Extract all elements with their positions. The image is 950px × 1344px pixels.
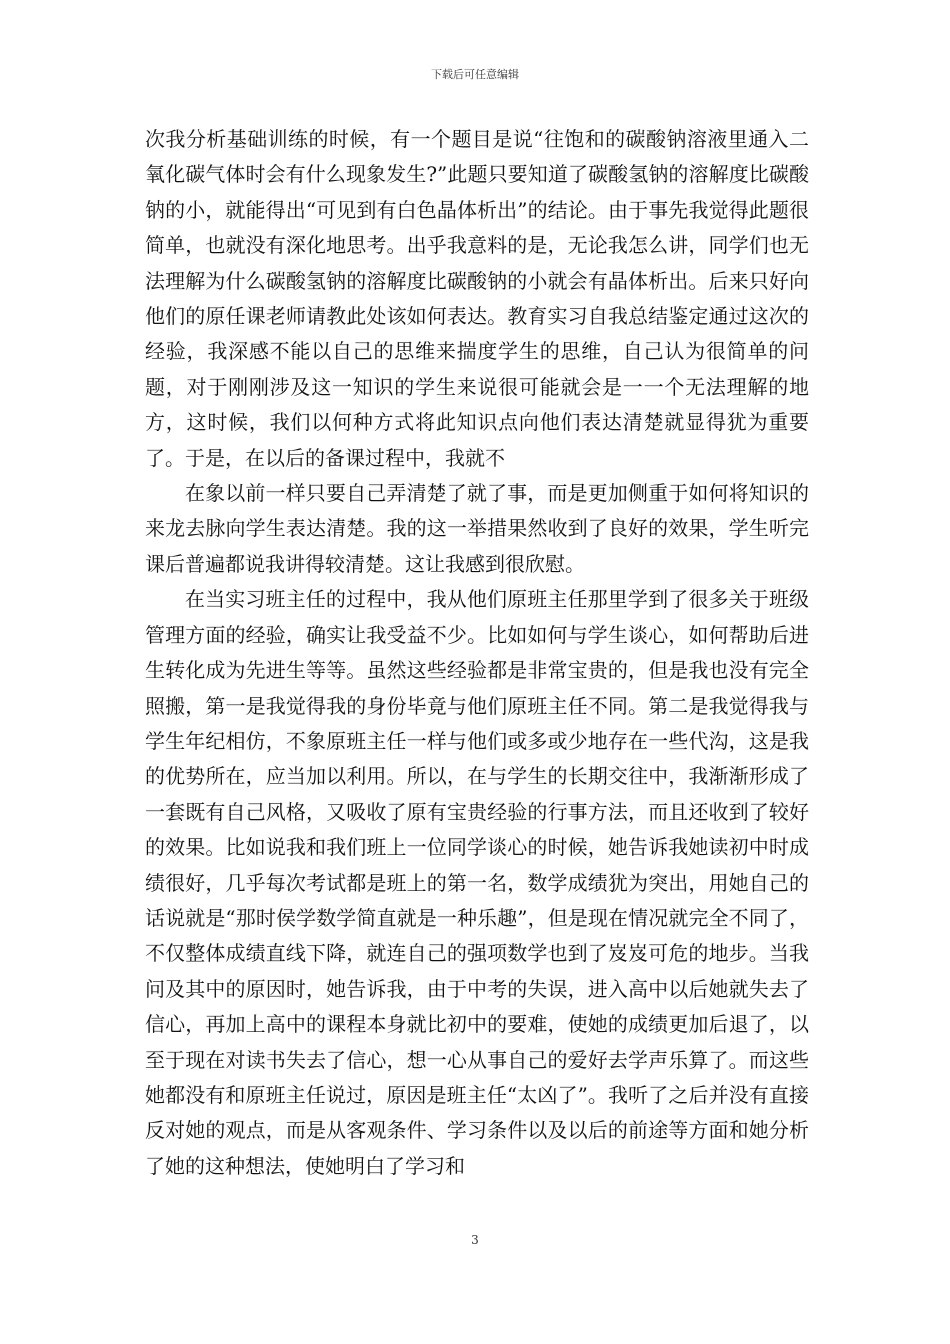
page-header: 下载后可任意编辑 <box>431 68 519 81</box>
paragraph: 在当实习班主任的过程中，我从他们原班主任那里学到了很多关于班级管理方面的经验，确实让我受益不少。比如如何与学生谈心，如何帮助后进生转化成为先进生等等。虽然这些经验都是非常宝贵的，但是我也没有完全照搬，第一是我觉得我的身份毕竟与他们原班主任不同。第二是我觉得我与学生年纪相仿，不象原班主任一样与他们或多或少地存在一些代沟，这是我的优势所在，应当加以利用。所以，在与学生的长期交往中，我渐渐形成了一套既有自己风格，又吸收了原有宝贵经验的行事方法，而且还收到了较好的效果。比如说我和我们班上一位同学谈心的时候，她告诉我她读初中时成绩很好，几乎每次考试都是班上的第一名，数学成绩犹为突出，用她自己的话说就是“那时侯学数学简直就是一种乐趣”，但是现在情况就完全不同了，不仅整体成绩直线下降，就连自己的强项数学也到了岌岌可危的地步。当我问及其中的原因时，她告诉我，由于中考的失误，进入高中以后她就失去了信心，再加上高中的课程本身就比初中的要难，使她的成绩更加后退了，以至于现在对读书失去了信心，想一心从事自己的爱好去学声乐算了。而这些她都没有和原班主任说过，原因是班主任“太凶了”。我听了之后并没有直接反对她的观点，而是从客观条件、学习条件以及以后的前途等方面和她分析了她的这种想法，使她明白了学习和 <box>145 587 809 1178</box>
paragraph-continuation: 次我分析基础训练的时候，有一个题目是说“往饱和的碳酸钠溶液里通入二氧化碳气体时会有什么现象发生?”此题只要知道了碳酸氢钠的溶解度比碳酸钠的小，就能得出“可见到有白色晶体析出”的结论。由于事先我觉得此题很简单，也就没有深化地思考。出乎我意料的是，无论我怎么讲，同学们也无法理解为什么碳酸氢钠的溶解度比碳酸钠的小就会有晶体析出。后来只好向他们的原任课老师请教此处该如何表达。教育实习自我总结鉴定通过这次的经验，我深感不能以自己的思维来揣度学生的思维，自己认为很简单的问题，对于刚刚涉及这一知识的学生来说很可能就会是一一个无法理解的地方，这时候，我们以何种方式将此知识点向他们表达清楚就显得犹为重要了。于是，在以后的备课过程中，我就不 <box>145 127 809 470</box>
document-body <box>145 122 809 1184</box>
page-number: 3 <box>471 1233 479 1247</box>
paragraph: 在象以前一样只要自己弄清楚了就了事，而是更加侧重于如何将知识的来龙去脉向学生表达清楚。我的这一举措果然收到了良好的效果，学生听完课后普遍都说我讲得较清楚。这让我感到很欣慰。 <box>145 481 809 576</box>
